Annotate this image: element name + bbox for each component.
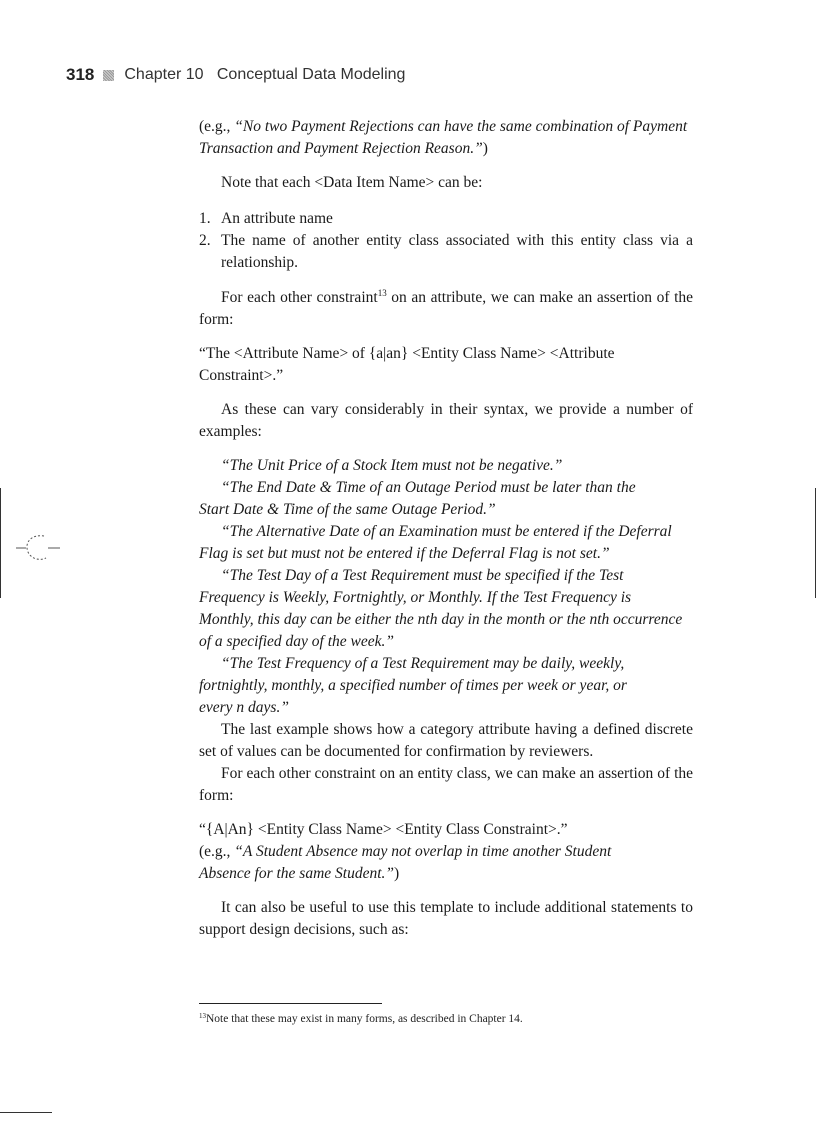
text-run: For each other constraint — [221, 289, 378, 306]
footnote-ref: 13 — [377, 288, 387, 298]
paragraph-design-decisions: It can also be useful to use this template to include additional statements to support design decisions, such as: — [199, 899, 693, 938]
running-header — [66, 63, 405, 87]
main-text — [199, 116, 693, 941]
footnote — [199, 1011, 523, 1027]
list-text: The name of another entity class associated with this entity class via a relationship. — [221, 232, 693, 271]
eg-prefix: (e.g., — [199, 843, 235, 860]
page-number: 318 — [66, 65, 95, 84]
example-test-frequency: “The Test Frequency of a Test Requirement may be daily, weekly, fortnightly, monthly, a specified number of times per week or year, or every n days.” — [199, 655, 627, 716]
list-item — [199, 208, 693, 230]
eg-suffix: ) — [394, 865, 400, 882]
list-item — [199, 230, 693, 274]
paragraph-attribute-constraint — [199, 287, 693, 331]
paragraph-examples-intro: As these can vary considerably in their syntax, we provide a number of examples: — [199, 401, 693, 440]
list-number: 1. — [199, 210, 211, 227]
paragraph-category-attribute: The last example shows how a category attribute having a defined discrete set of values can be documented for confirmation by reviewers. — [199, 721, 693, 760]
example-test-day: “The Test Day of a Test Requirement must be specified if the Test Frequency is Weekly, Fortnightly, or Monthly. If the Test Frequency is Monthly, this day can be either the nth day in the month or the nth occurrence of a specified day of the week.” — [199, 567, 683, 650]
example-quote: “A Student Absence may not overlap in time another Student Absence for the same Student.” — [199, 843, 612, 882]
bottom-crop-line — [0, 1112, 52, 1113]
footnote-number: 13 — [199, 1012, 206, 1020]
entity-class-template: “{A|An} <Entity Class Name> <Entity Class Constraint>.” — [199, 821, 568, 838]
list-number: 2. — [199, 232, 211, 249]
attribute-template: “The <Attribute Name> of {a|an} <Entity Class Name> <Attribute Constraint>.” — [199, 345, 615, 384]
list-text: An attribute name — [221, 210, 333, 227]
data-item-list — [199, 208, 693, 274]
eg-prefix: (e.g., — [199, 118, 235, 135]
chapter-title: Chapter 10 Conceptual Data Modeling — [124, 66, 406, 83]
text-run: on an attribute, we can make an assertion of the form: — [199, 289, 694, 328]
left-margin-bar — [0, 488, 1, 598]
eg-suffix: ) — [482, 140, 488, 157]
registration-mark-icon — [14, 530, 62, 566]
footnote-rule — [199, 1003, 382, 1004]
header-square-icon — [103, 70, 114, 81]
example-quote: “No two Payment Rejections can have the same combination of Payment Transaction and Payment Rejection Reason.” — [199, 118, 688, 157]
example-unit-price: “The Unit Price of a Stock Item must not be negative.” — [221, 457, 563, 474]
example-examination: “The Alternative Date of an Examination must be entered if the Deferral Flag is set but must not be entered if the Deferral Flag is not set.” — [199, 523, 672, 562]
footnote-text: Note that these may exist in many forms, as described in Chapter 14. — [206, 1013, 523, 1025]
paragraph-example-1 — [199, 116, 693, 160]
paragraph-entity-constraint: For each other constraint on an entity class, we can make an assertion of the form: — [199, 765, 693, 804]
example-outage-period: “The End Date & Time of an Outage Period must be later than the Start Date & Time of the same Outage Period.” — [199, 479, 636, 518]
paragraph-data-item-note: Note that each <Data Item Name> can be: — [221, 174, 483, 191]
paragraph-example-2 — [199, 841, 693, 885]
examples-block — [199, 455, 693, 719]
